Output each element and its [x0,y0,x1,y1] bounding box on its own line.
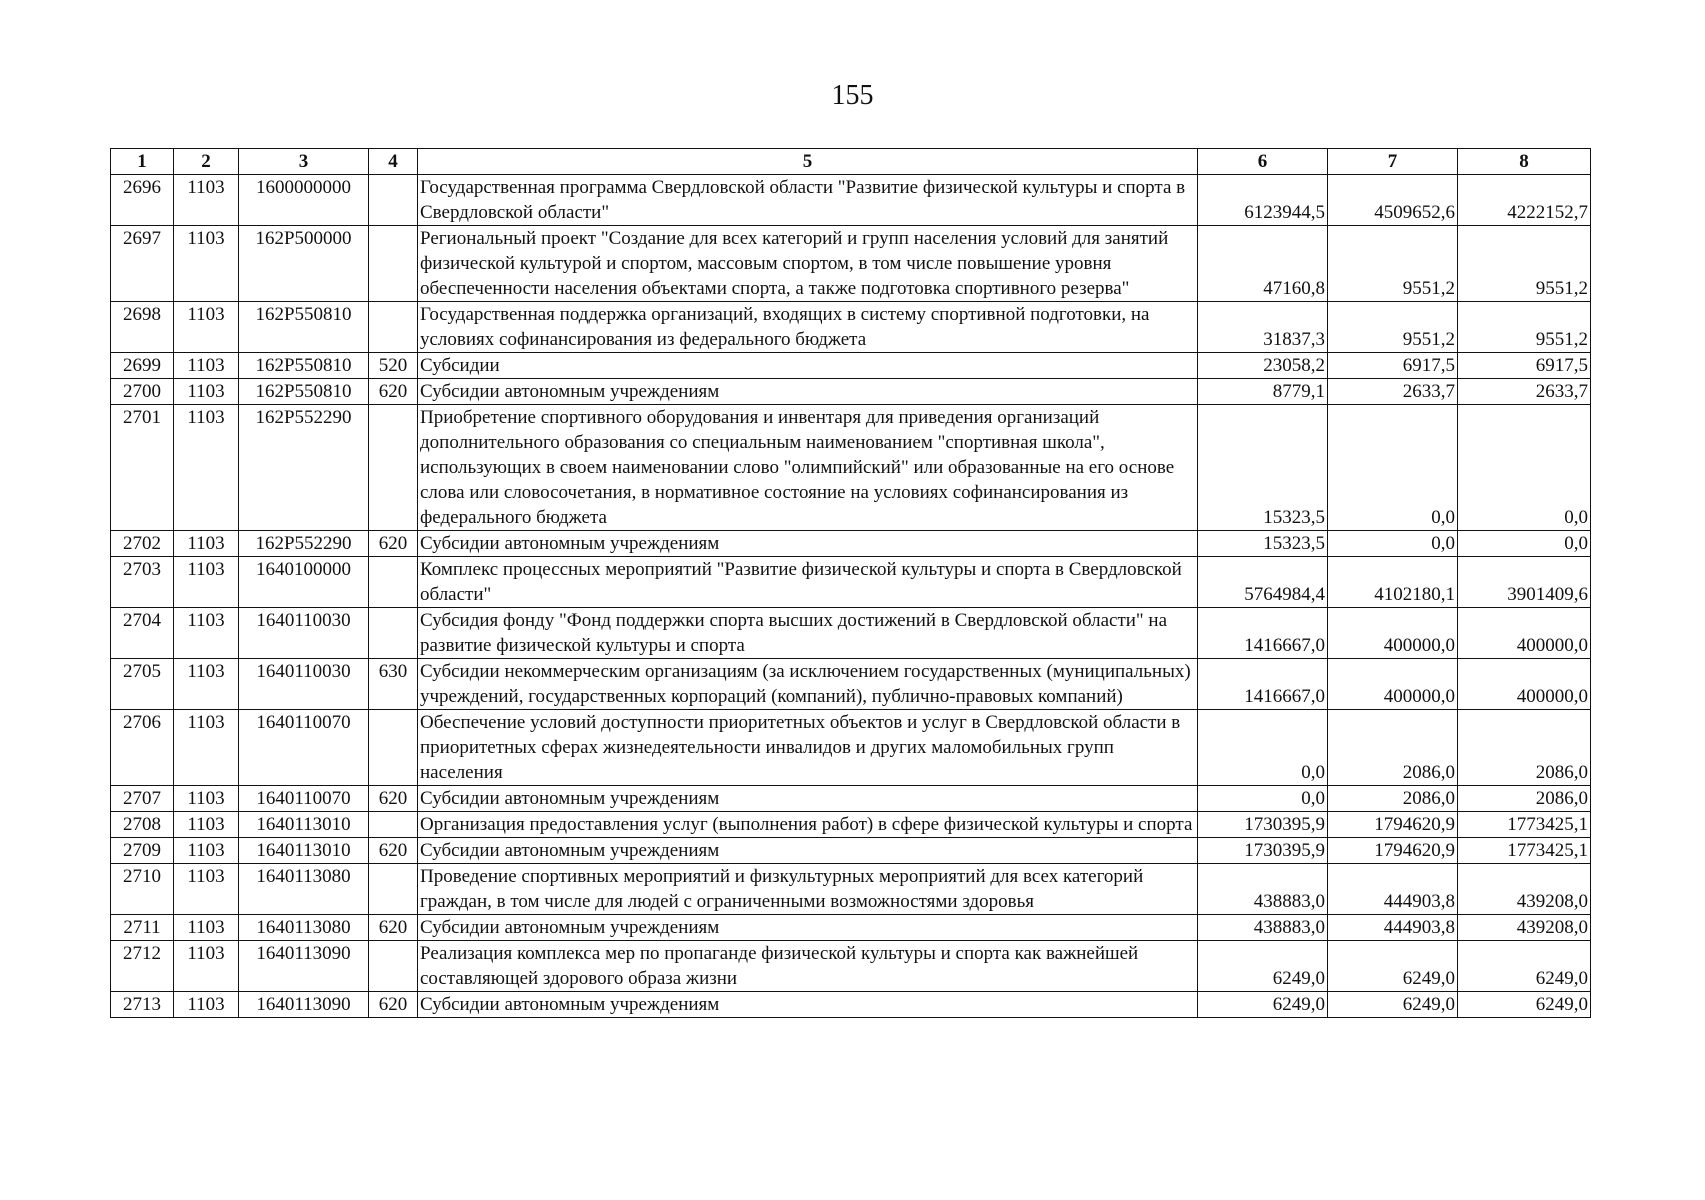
row-number-cell: 2705 [111,659,174,710]
amount-col8-cell: 0,0 [1458,531,1591,557]
target-code-cell: 1640113010 [239,812,369,838]
item-name-cell: Государственная поддержка организаций, входящих в систему спортивной подготовки, на условиях софинансирования из федерального бюджета [418,302,1198,353]
amount-col6-cell: 6123944,5 [1198,175,1328,226]
amount-col7-cell: 9551,2 [1328,302,1458,353]
expense-type-cell [369,302,418,353]
section-code-cell: 1103 [174,302,239,353]
row-number-cell: 2713 [111,992,174,1018]
row-number-cell: 2703 [111,557,174,608]
table-row [111,405,1591,531]
section-code-cell: 1103 [174,786,239,812]
row-number-cell: 2697 [111,226,174,302]
target-code-cell: 1640110030 [239,608,369,659]
amount-col6-cell: 1730395,9 [1198,812,1328,838]
amount-col8-cell: 2086,0 [1458,710,1591,786]
amount-col6-cell: 47160,8 [1198,226,1328,302]
amount-col6-cell: 23058,2 [1198,353,1328,379]
row-number-cell: 2711 [111,915,174,941]
amount-col6-cell: 438883,0 [1198,864,1328,915]
target-code-cell: 162P552290 [239,531,369,557]
expense-type-cell: 620 [369,531,418,557]
amount-col8-cell: 9551,2 [1458,302,1591,353]
amount-col7-cell: 6249,0 [1328,992,1458,1018]
row-number-cell: 2710 [111,864,174,915]
expense-type-cell [369,608,418,659]
amount-col6-cell: 1730395,9 [1198,838,1328,864]
amount-col8-cell: 439208,0 [1458,864,1591,915]
column-header: 5 [418,149,1198,175]
table-row [111,175,1591,226]
target-code-cell: 162P550810 [239,379,369,405]
target-code-cell: 162P500000 [239,226,369,302]
row-number-cell: 2701 [111,405,174,531]
item-name-cell: Комплекс процессных мероприятий "Развитие физической культуры и спорта в Свердловской области" [418,557,1198,608]
page-number: 155 [831,80,874,111]
target-code-cell: 162P550810 [239,353,369,379]
target-code-cell: 1640110070 [239,710,369,786]
section-code-cell: 1103 [174,175,239,226]
item-name-cell: Государственная программа Свердловской области "Развитие физической культуры и спорта в Свердловской области" [418,175,1198,226]
table-row [111,557,1591,608]
row-number-cell: 2696 [111,175,174,226]
item-name-cell: Субсидии некоммерческим организациям (за исключением государственных (муниципальных) учреждений, государственных корпораций (компаний), публично-правовых компаний) [418,659,1198,710]
amount-col6-cell: 6249,0 [1198,941,1328,992]
amount-col8-cell: 4222152,7 [1458,175,1591,226]
column-header: 7 [1328,149,1458,175]
expense-type-cell: 620 [369,786,418,812]
table-row [111,864,1591,915]
item-name-cell: Проведение спортивных мероприятий и физкультурных мероприятий для всех категорий граждан, в том числе для людей с ограниченными возможностями здоровья [418,864,1198,915]
target-code-cell: 1640113090 [239,992,369,1018]
expense-type-cell: 620 [369,915,418,941]
target-code-cell: 1640110070 [239,786,369,812]
amount-col7-cell: 9551,2 [1328,226,1458,302]
amount-col8-cell: 0,0 [1458,405,1591,531]
table-row [111,353,1591,379]
item-name-cell: Субсидии автономным учреждениям [418,786,1198,812]
amount-col7-cell: 2086,0 [1328,710,1458,786]
table-row [111,838,1591,864]
section-code-cell: 1103 [174,226,239,302]
target-code-cell: 1640100000 [239,557,369,608]
item-name-cell: Субсидии автономным учреждениям [418,915,1198,941]
section-code-cell: 1103 [174,405,239,531]
budget-table [110,148,1591,1018]
item-name-cell: Реализация комплекса мер по пропаганде физической культуры и спорта как важнейшей составляющей здорового образа жизни [418,941,1198,992]
amount-col8-cell: 2086,0 [1458,786,1591,812]
expense-type-cell [369,175,418,226]
column-header: 8 [1458,149,1591,175]
amount-col7-cell: 1794620,9 [1328,812,1458,838]
target-code-cell: 162P550810 [239,302,369,353]
amount-col8-cell: 2633,7 [1458,379,1591,405]
amount-col8-cell: 9551,2 [1458,226,1591,302]
row-number-cell: 2712 [111,941,174,992]
table-row [111,915,1591,941]
table-row [111,379,1591,405]
table-row [111,710,1591,786]
table-header-row [111,149,1591,175]
amount-col7-cell: 1794620,9 [1328,838,1458,864]
target-code-cell: 1640113080 [239,915,369,941]
expense-type-cell [369,226,418,302]
amount-col7-cell: 4102180,1 [1328,557,1458,608]
expense-type-cell: 630 [369,659,418,710]
amount-col7-cell: 4509652,6 [1328,175,1458,226]
row-number-cell: 2704 [111,608,174,659]
amount-col7-cell: 2633,7 [1328,379,1458,405]
amount-col7-cell: 400000,0 [1328,608,1458,659]
row-number-cell: 2708 [111,812,174,838]
expense-type-cell: 620 [369,379,418,405]
amount-col6-cell: 8779,1 [1198,379,1328,405]
target-code-cell: 1640113010 [239,838,369,864]
row-number-cell: 2707 [111,786,174,812]
table-row [111,531,1591,557]
expense-type-cell [369,812,418,838]
item-name-cell: Обеспечение условий доступности приоритетных объектов и услуг в Свердловской области в приоритетных сферах жизнедеятельности инвалидов и других маломобильных групп населения [418,710,1198,786]
item-name-cell: Организация предоставления услуг (выполнения работ) в сфере физической культуры и спорта [418,812,1198,838]
amount-col6-cell: 15323,5 [1198,405,1328,531]
amount-col6-cell: 1416667,0 [1198,608,1328,659]
amount-col7-cell: 0,0 [1328,531,1458,557]
item-name-cell: Субсидии [418,353,1198,379]
expense-type-cell: 620 [369,838,418,864]
amount-col7-cell: 444903,8 [1328,915,1458,941]
target-code-cell: 162P552290 [239,405,369,531]
table-row [111,302,1591,353]
amount-col8-cell: 6249,0 [1458,941,1591,992]
section-code-cell: 1103 [174,992,239,1018]
amount-col8-cell: 1773425,1 [1458,838,1591,864]
section-code-cell: 1103 [174,353,239,379]
expense-type-cell [369,864,418,915]
section-code-cell: 1103 [174,710,239,786]
table-row [111,992,1591,1018]
column-header: 6 [1198,149,1328,175]
amount-col6-cell: 31837,3 [1198,302,1328,353]
amount-col7-cell: 6249,0 [1328,941,1458,992]
section-code-cell: 1103 [174,379,239,405]
amount-col7-cell: 0,0 [1328,405,1458,531]
item-name-cell: Субсидии автономным учреждениям [418,992,1198,1018]
column-header: 3 [239,149,369,175]
amount-col6-cell: 5764984,4 [1198,557,1328,608]
amount-col6-cell: 0,0 [1198,786,1328,812]
expense-type-cell: 620 [369,992,418,1018]
section-code-cell: 1103 [174,915,239,941]
amount-col8-cell: 3901409,6 [1458,557,1591,608]
amount-col6-cell: 6249,0 [1198,992,1328,1018]
section-code-cell: 1103 [174,864,239,915]
table-row [111,608,1591,659]
column-header: 1 [111,149,174,175]
target-code-cell: 1640110030 [239,659,369,710]
row-number-cell: 2700 [111,379,174,405]
amount-col8-cell: 1773425,1 [1458,812,1591,838]
item-name-cell: Приобретение спортивного оборудования и инвентаря для приведения организаций дополнительного образования со специальным наименованием "спортивная школа", использующих в своем наименовании слово "олимпийский" или образованные на его основе слова или словосочетания, в нормативное состояние на условиях софинансирования из федерального бюджета [418,405,1198,531]
row-number-cell: 2698 [111,302,174,353]
amount-col6-cell: 1416667,0 [1198,659,1328,710]
section-code-cell: 1103 [174,838,239,864]
column-header: 2 [174,149,239,175]
section-code-cell: 1103 [174,531,239,557]
section-code-cell: 1103 [174,659,239,710]
item-name-cell: Субсидии автономным учреждениям [418,531,1198,557]
amount-col8-cell: 6249,0 [1458,992,1591,1018]
target-code-cell: 1600000000 [239,175,369,226]
section-code-cell: 1103 [174,812,239,838]
table-body [111,175,1591,1018]
amount-col6-cell: 15323,5 [1198,531,1328,557]
target-code-cell: 1640113090 [239,941,369,992]
section-code-cell: 1103 [174,557,239,608]
section-code-cell: 1103 [174,941,239,992]
amount-col7-cell: 6917,5 [1328,353,1458,379]
amount-col7-cell: 444903,8 [1328,864,1458,915]
target-code-cell: 1640113080 [239,864,369,915]
table-row [111,941,1591,992]
table-row [111,812,1591,838]
row-number-cell: 2709 [111,838,174,864]
item-name-cell: Субсидии автономным учреждениям [418,379,1198,405]
row-number-cell: 2706 [111,710,174,786]
expense-type-cell: 520 [369,353,418,379]
amount-col8-cell: 400000,0 [1458,659,1591,710]
table-row [111,226,1591,302]
expense-type-cell [369,941,418,992]
expense-type-cell [369,557,418,608]
item-name-cell: Субсидии автономным учреждениям [418,838,1198,864]
section-code-cell: 1103 [174,608,239,659]
expense-type-cell [369,710,418,786]
amount-col8-cell: 400000,0 [1458,608,1591,659]
amount-col6-cell: 0,0 [1198,710,1328,786]
row-number-cell: 2702 [111,531,174,557]
amount-col8-cell: 6917,5 [1458,353,1591,379]
amount-col7-cell: 400000,0 [1328,659,1458,710]
item-name-cell: Региональный проект "Создание для всех категорий и групп населения условий для занятий физической культурой и спортом, массовым спортом, в том числе повышение уровня обеспеченности населения объектами спорта, а также подготовка спортивного резерва" [418,226,1198,302]
amount-col8-cell: 439208,0 [1458,915,1591,941]
table-row [111,786,1591,812]
expense-type-cell [369,405,418,531]
item-name-cell: Субсидия фонду "Фонд поддержки спорта высших достижений в Свердловской области" на развитие физической культуры и спорта [418,608,1198,659]
row-number-cell: 2699 [111,353,174,379]
amount-col6-cell: 438883,0 [1198,915,1328,941]
table-row [111,659,1591,710]
amount-col7-cell: 2086,0 [1328,786,1458,812]
column-header: 4 [369,149,418,175]
